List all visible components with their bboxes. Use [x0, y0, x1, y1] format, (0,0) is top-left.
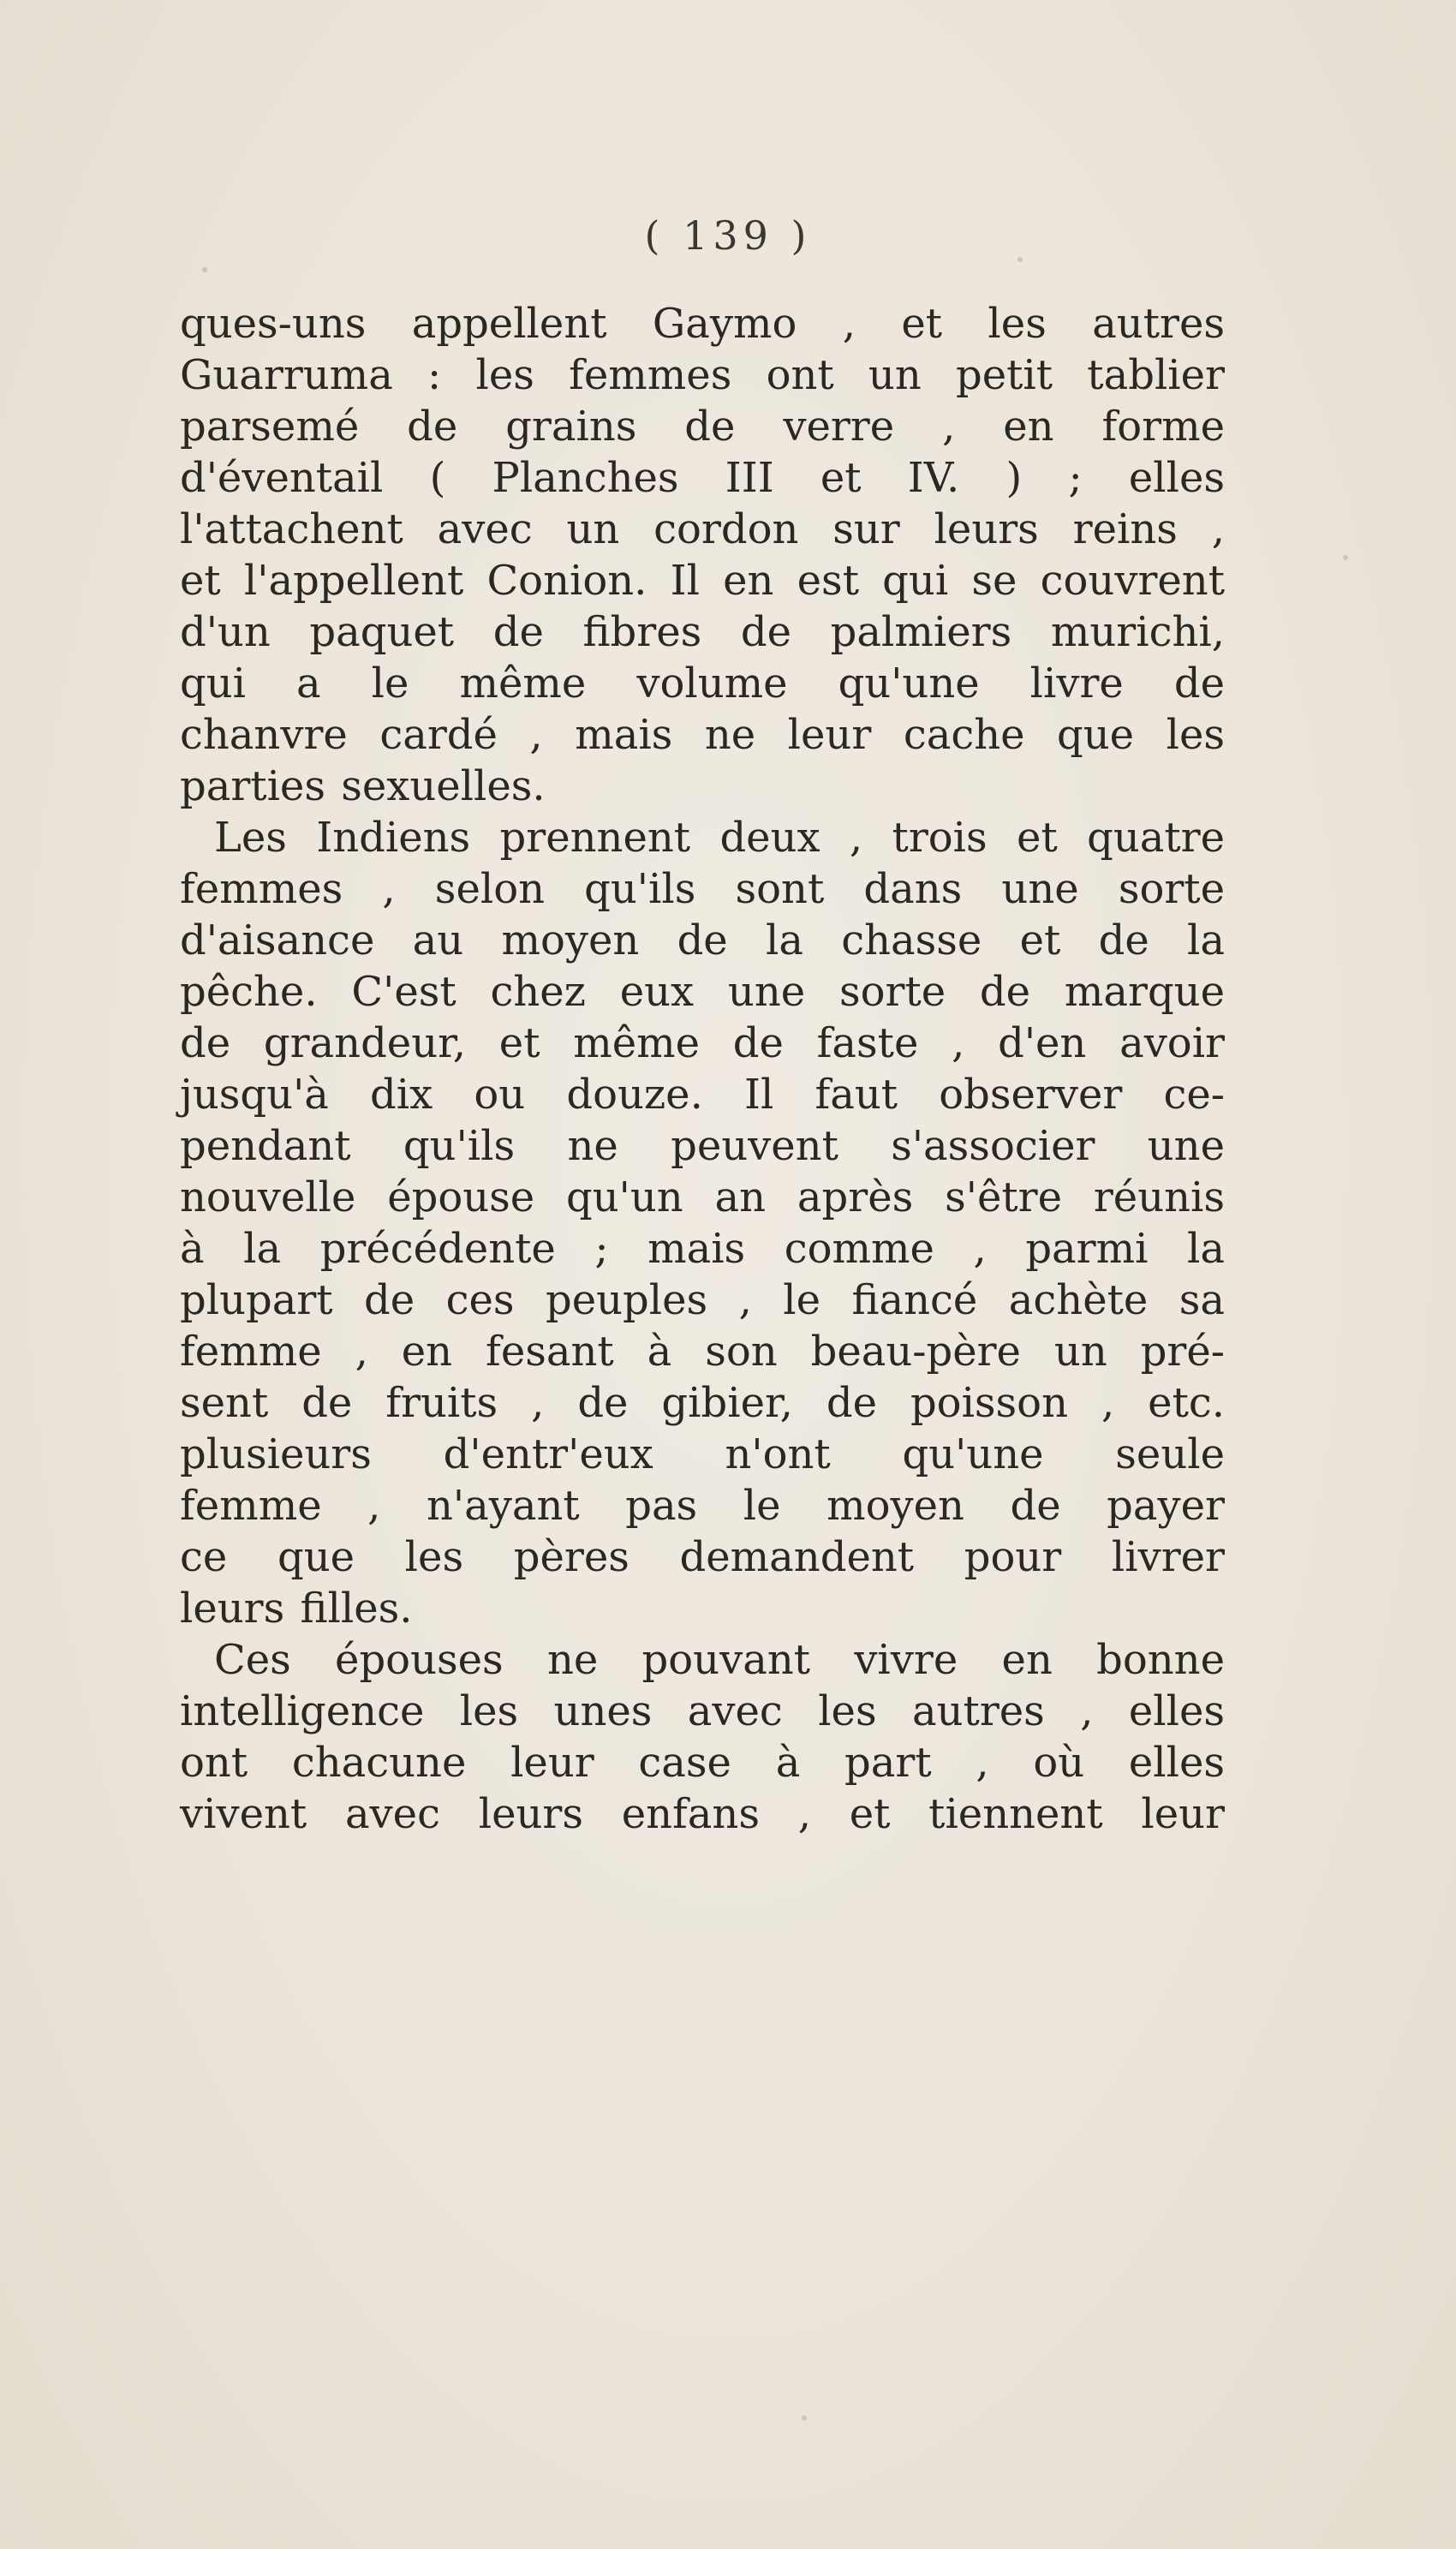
text-line: Ces épouses ne pouvant vivre en bonne [214, 1636, 1225, 1684]
text-line: l'attachent avec un cordon sur leurs reins , [180, 505, 1225, 553]
text-line: parsemé de grains de verre , en forme [180, 403, 1225, 451]
text-line: pendant qu'ils ne peuvent s'associer une [180, 1122, 1225, 1170]
text-line: leurs filles. [180, 1585, 413, 1633]
paper-speck [1343, 555, 1348, 560]
text-line: et l'appellent Conion. Il en est qui se couvrent [180, 557, 1225, 605]
text-line: chanvre cardé , mais ne leur cache que les [180, 711, 1225, 759]
text-line: femme , en fesant à son beau-père un pré- [180, 1328, 1225, 1376]
text-line: sent de fruits , de gibier, de poisson , etc. [180, 1379, 1225, 1427]
text-line: à la précédente ; mais comme , parmi la [180, 1225, 1225, 1273]
text-line: ques-uns appellent Gaymo , et les autres [180, 300, 1225, 348]
text-line: d'aisance au moyen de la chasse et de la [180, 916, 1225, 964]
paper-speck [1017, 257, 1023, 262]
paper-speck [202, 267, 207, 272]
page-number: ( 139 ) [644, 212, 812, 259]
text-line: nouvelle épouse qu'un an après s'être réunis [180, 1173, 1225, 1221]
text-line: plusieurs d'entr'eux n'ont qu'une seule [180, 1430, 1225, 1478]
text-line: pêche. C'est chez eux une sorte de marque [180, 968, 1225, 1016]
text-line: d'éventail ( Planches III et IV. ) ; elles [180, 454, 1225, 502]
paper-speck [802, 2415, 807, 2421]
body-text [180, 298, 1225, 1840]
text-line: femme , n'ayant pas le moyen de payer [180, 1482, 1225, 1530]
paragraph-1 [180, 298, 1225, 812]
text-line: plupart de ces peuples , le fiancé achète sa [180, 1276, 1225, 1324]
text-line: jusqu'à dix ou douze. Il faut observer ce- [180, 1071, 1225, 1119]
text-line: ce que les pères demandent pour livrer [180, 1533, 1225, 1581]
paragraph-3 [180, 1634, 1225, 1840]
text-line: femmes , selon qu'ils sont dans une sorte [180, 865, 1225, 913]
text-line: de grandeur, et même de faste , d'en avoir [180, 1019, 1225, 1067]
text-line: intelligence les unes avec les autres , elles [180, 1687, 1225, 1735]
text-line: parties sexuelles. [180, 762, 546, 810]
text-line: Les Indiens prennent deux , trois et quatre [214, 814, 1225, 862]
text-line: d'un paquet de fibres de palmiers murichi, [180, 608, 1225, 656]
text-line: ont chacune leur case à part , où elles [180, 1739, 1225, 1787]
text-line: vivent avec leurs enfans , et tiennent leur [180, 1790, 1225, 1838]
text-line: qui a le même volume qu'une livre de [180, 660, 1225, 707]
paragraph-2 [180, 812, 1225, 1634]
text-line: Guarruma : les femmes ont un petit tablier [180, 351, 1225, 399]
